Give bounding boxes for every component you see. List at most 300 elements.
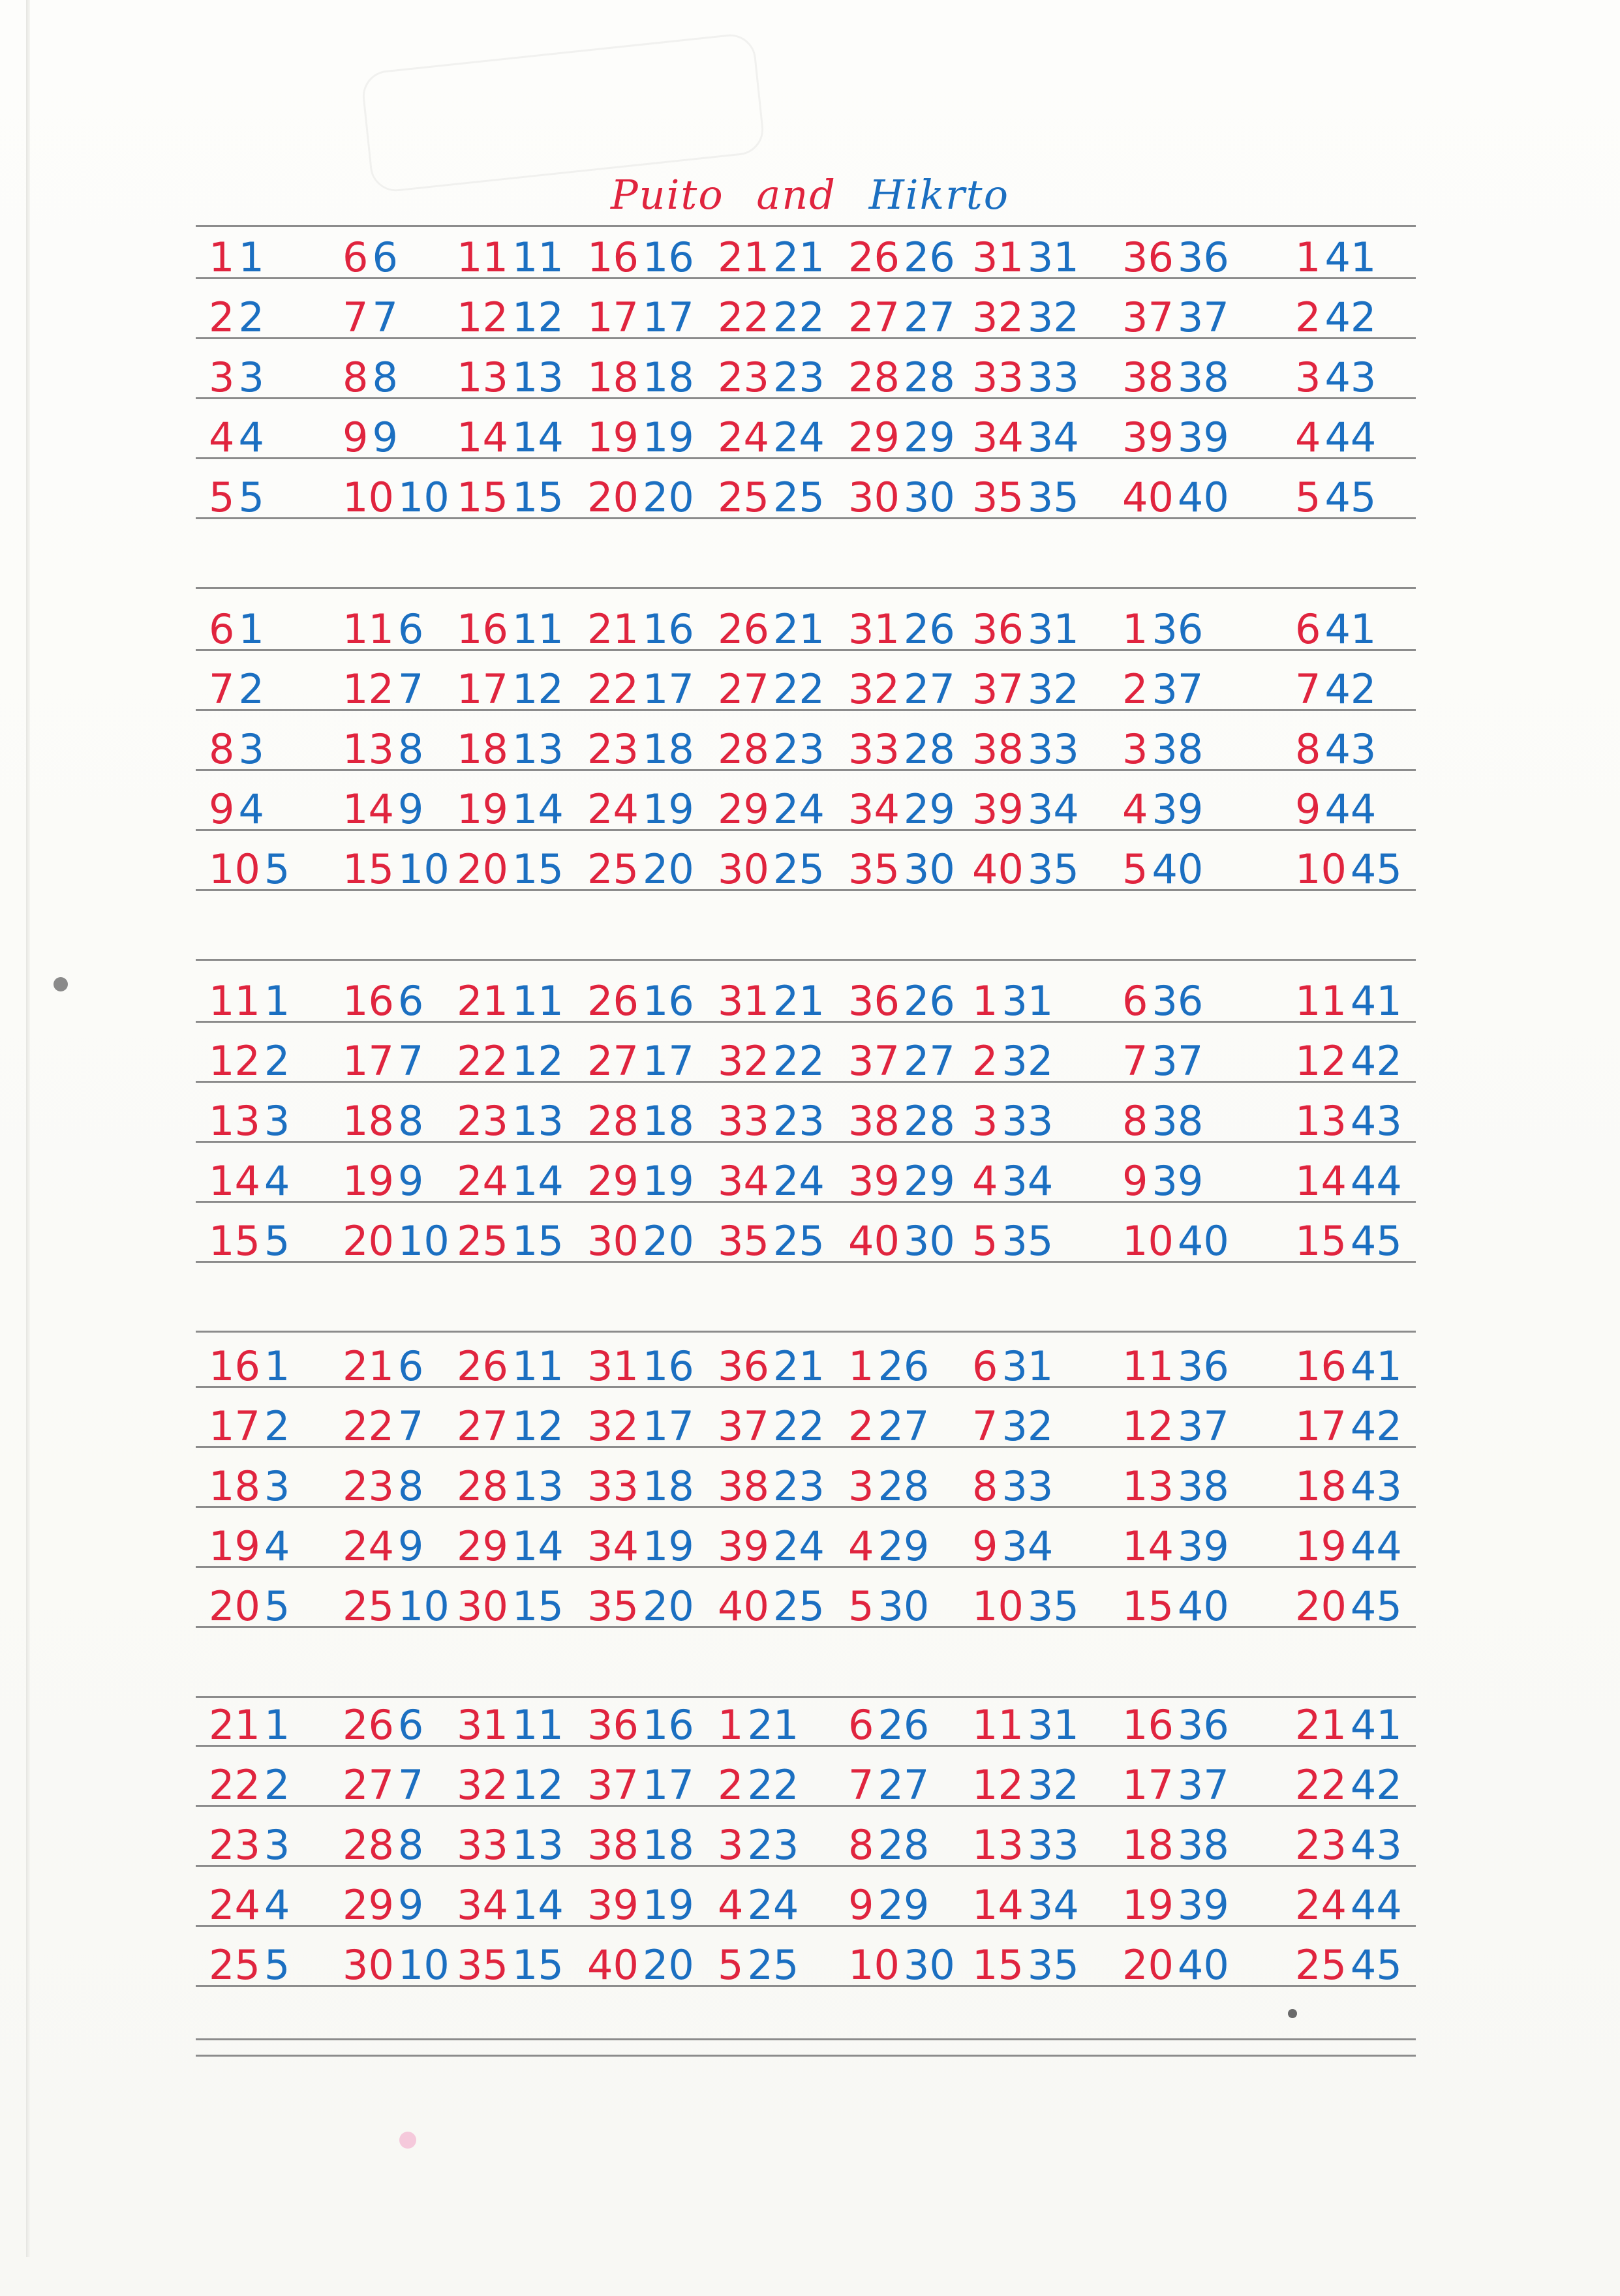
hikrto-number: 20: [642, 1582, 694, 1630]
puito-number: 10: [209, 845, 260, 893]
hikrto-number: 38: [1152, 1097, 1204, 1145]
hikrto-number: 7: [372, 294, 398, 341]
number-pair: [343, 1939, 450, 1991]
hikrto-number: 42: [1324, 294, 1377, 341]
hikrto-number: 33: [1027, 1821, 1079, 1869]
hikrto-number: 1: [264, 1701, 290, 1749]
number-pair: [1295, 1759, 1402, 1811]
hikrto-number: 44: [1350, 1522, 1402, 1570]
puito-number: 24: [1295, 1881, 1347, 1929]
puito-number: 16: [1295, 1342, 1347, 1390]
hikrto-number: 45: [1350, 1582, 1402, 1630]
number-pair: [718, 1759, 799, 1811]
hikrto-number: 14: [512, 1157, 564, 1205]
hikrto-number: 38: [1177, 1821, 1229, 1869]
puito-number: 38: [972, 725, 1024, 773]
puito-number: 40: [848, 1217, 900, 1265]
puito-number: 14: [972, 1881, 1024, 1929]
puito-number: 29: [718, 785, 769, 833]
hikrto-number: 18: [642, 354, 694, 401]
number-pair: [972, 1879, 1079, 1931]
puito-number: 23: [718, 354, 769, 401]
puito-number: 32: [972, 294, 1024, 341]
hikrto-number: 17: [642, 1037, 694, 1085]
hikrto-number: 10: [397, 845, 450, 893]
table-row: [0, 1819, 1620, 1871]
puito-number: 22: [209, 1761, 260, 1809]
number-pair: [209, 1879, 290, 1931]
number-pair: [343, 1879, 423, 1931]
puito-number: 12: [1122, 1402, 1174, 1450]
puito-number: 33: [587, 1462, 639, 1510]
puito-number: 39: [848, 1157, 900, 1205]
hikrto-number: 42: [1350, 1037, 1402, 1085]
number-pair: [848, 1879, 929, 1931]
hikrto-number: 36: [1152, 605, 1204, 653]
hikrto-number: 31: [1027, 605, 1079, 653]
puito-number: 3: [718, 1821, 744, 1869]
hikrto-number: 31: [1027, 1701, 1079, 1749]
hikrto-number: 27: [903, 1037, 955, 1085]
puito-number: 28: [587, 1097, 639, 1145]
puito-number: 39: [587, 1881, 639, 1929]
puito-number: 15: [209, 1217, 260, 1265]
puito-number: 38: [1122, 354, 1174, 401]
puito-number: 37: [1122, 294, 1174, 341]
hikrto-number: 9: [397, 785, 424, 833]
puito-number: 3: [1122, 725, 1148, 773]
puito-number: 25: [1295, 1941, 1347, 1989]
hikrto-number: 40: [1177, 474, 1229, 521]
puito-number: 5: [1122, 845, 1148, 893]
hikrto-number: 16: [642, 234, 694, 281]
hikrto-number: 34: [1027, 1881, 1079, 1929]
number-pair: [209, 1939, 290, 1991]
hikrto-number: 10: [397, 1941, 450, 1989]
puito-number: 26: [718, 605, 769, 653]
hikrto-number: 4: [264, 1157, 290, 1205]
puito-number: 20: [1295, 1582, 1347, 1630]
puito-number: 23: [587, 725, 639, 773]
puito-number: 16: [587, 234, 639, 281]
hikrto-number: 2: [264, 1037, 290, 1085]
hikrto-number: 18: [642, 1462, 694, 1510]
hikrto-number: 24: [772, 1157, 825, 1205]
hikrto-number: 9: [397, 1157, 424, 1205]
puito-number: 6: [209, 605, 235, 653]
number-pair: [1122, 1699, 1229, 1751]
puito-number: 8: [209, 725, 235, 773]
number-pair: [848, 1699, 929, 1751]
puito-number: 39: [1122, 414, 1174, 461]
puito-number: 16: [1122, 1701, 1174, 1749]
hikrto-number: 9: [372, 414, 398, 461]
hikrto-number: 27: [878, 1761, 930, 1809]
puito-number: 16: [343, 977, 394, 1025]
hikrto-number: 22: [772, 294, 825, 341]
puito-number: 1: [1122, 605, 1148, 653]
hikrto-number: 29: [903, 1157, 955, 1205]
puito-number: 19: [457, 785, 508, 833]
puito-number: 23: [343, 1462, 394, 1510]
hikrto-number: 45: [1324, 474, 1377, 521]
number-pair: [1295, 1879, 1402, 1931]
hikrto-number: 19: [642, 1881, 694, 1929]
puito-number: 8: [1295, 725, 1321, 773]
hikrto-number: 25: [772, 1217, 825, 1265]
puito-number: 24: [718, 414, 769, 461]
puito-number: 13: [343, 725, 394, 773]
hikrto-number: 15: [512, 1217, 564, 1265]
puito-number: 5: [209, 474, 235, 521]
puito-number: 3: [972, 1097, 998, 1145]
puito-number: 36: [587, 1701, 639, 1749]
hikrto-number: 18: [642, 725, 694, 773]
puito-number: 1: [848, 1342, 874, 1390]
puito-number: 30: [457, 1582, 508, 1630]
hikrto-number: 33: [1001, 1462, 1054, 1510]
hikrto-number: 21: [747, 1701, 799, 1749]
hikrto-number: 25: [772, 474, 825, 521]
puito-number: 10: [1122, 1217, 1174, 1265]
hikrto-number: 4: [238, 414, 264, 461]
puito-number: 34: [587, 1522, 639, 1570]
hikrto-number: 12: [512, 1037, 564, 1085]
puito-number: 14: [209, 1157, 260, 1205]
hikrto-number: 33: [1001, 1097, 1054, 1145]
puito-number: 3: [848, 1462, 874, 1510]
hikrto-number: 45: [1350, 1217, 1402, 1265]
puito-number: 37: [587, 1761, 639, 1809]
hikrto-number: 2: [238, 294, 264, 341]
puito-number: 18: [343, 1097, 394, 1145]
puito-number: 11: [343, 605, 394, 653]
puito-number: 20: [343, 1217, 394, 1265]
puito-number: 2: [972, 1037, 998, 1085]
hikrto-number: 30: [903, 1941, 955, 1989]
hikrto-number: 31: [1001, 977, 1054, 1025]
table-row: [0, 1939, 1620, 1991]
puito-number: 28: [457, 1462, 508, 1510]
hikrto-number: 17: [642, 665, 694, 713]
puito-number: 13: [1122, 1462, 1174, 1510]
hikrto-number: 39: [1177, 1522, 1229, 1570]
hikrto-number: 35: [1027, 474, 1079, 521]
puito-number: 40: [718, 1582, 769, 1630]
hikrto-number: 23: [772, 725, 825, 773]
hikrto-number: 14: [512, 785, 564, 833]
hikrto-number: 25: [772, 1582, 825, 1630]
hikrto-number: 5: [264, 1217, 290, 1265]
table-row: [0, 1699, 1620, 1751]
puito-number: 1: [209, 234, 235, 281]
hikrto-number: 6: [397, 1701, 424, 1749]
hikrto-number: 30: [903, 845, 955, 893]
puito-number: 32: [718, 1037, 769, 1085]
hikrto-number: 41: [1350, 977, 1402, 1025]
puito-number: 13: [457, 354, 508, 401]
hikrto-number: 4: [238, 785, 264, 833]
puito-number: 13: [209, 1097, 260, 1145]
puito-number: 2: [718, 1761, 744, 1809]
puito-number: 24: [343, 1522, 394, 1570]
hikrto-number: 20: [642, 474, 694, 521]
hikrto-number: 11: [512, 605, 564, 653]
hikrto-number: 2: [238, 665, 264, 713]
number-pair: [587, 1939, 694, 1991]
hikrto-number: 12: [512, 1402, 564, 1450]
title-puito: Puito: [610, 171, 724, 219]
puito-number: 21: [718, 234, 769, 281]
hikrto-number: 15: [512, 845, 564, 893]
puito-number: 11: [1122, 1342, 1174, 1390]
puito-number: 20: [209, 1582, 260, 1630]
hikrto-number: 40: [1177, 1217, 1229, 1265]
puito-number: 20: [587, 474, 639, 521]
puito-number: 33: [457, 1821, 508, 1869]
hikrto-number: 41: [1324, 605, 1377, 653]
number-pair: [1122, 1879, 1229, 1931]
hikrto-number: 13: [512, 1821, 564, 1869]
puito-number: 6: [1295, 605, 1321, 653]
hikrto-number: 40: [1152, 845, 1204, 893]
hikrto-number: 9: [397, 1881, 424, 1929]
hikrto-number: 40: [1177, 1582, 1229, 1630]
hikrto-number: 45: [1350, 1941, 1402, 1989]
puito-number: 15: [1122, 1582, 1174, 1630]
hikrto-number: 20: [642, 845, 694, 893]
table-row: [0, 1759, 1620, 1811]
hikrto-number: 34: [1027, 414, 1079, 461]
hikrto-number: 37: [1177, 1761, 1229, 1809]
title-hikrto: Hikrto: [868, 171, 1010, 219]
hikrto-number: 32: [1027, 665, 1079, 713]
hikrto-number: 32: [1027, 1761, 1079, 1809]
hikrto-number: 7: [397, 1761, 424, 1809]
number-pair: [1295, 1819, 1402, 1871]
puito-number: 32: [587, 1402, 639, 1450]
number-pair: [457, 1939, 564, 1991]
hikrto-number: 25: [772, 845, 825, 893]
puito-number: 17: [343, 1037, 394, 1085]
hikrto-number: 23: [772, 354, 825, 401]
hikrto-number: 21: [772, 977, 825, 1025]
puito-number: 34: [718, 1157, 769, 1205]
puito-number: 27: [848, 294, 900, 341]
hikrto-number: 29: [903, 414, 955, 461]
puito-number: 23: [209, 1821, 260, 1869]
hikrto-number: 13: [512, 354, 564, 401]
hikrto-number: 39: [1152, 785, 1204, 833]
hikrto-number: 12: [512, 294, 564, 341]
puito-number: 5: [1295, 474, 1321, 521]
puito-number: 36: [718, 1342, 769, 1390]
puito-number: 35: [848, 845, 900, 893]
number-pair: [343, 1759, 423, 1811]
puito-number: 11: [1295, 977, 1347, 1025]
hikrto-number: 8: [397, 1821, 424, 1869]
puito-number: 8: [972, 1462, 998, 1510]
puito-number: 26: [587, 977, 639, 1025]
puito-number: 18: [1295, 1462, 1347, 1510]
hikrto-number: 37: [1152, 1037, 1204, 1085]
puito-number: 37: [848, 1037, 900, 1085]
number-pair: [972, 1759, 1079, 1811]
hikrto-number: 45: [1350, 845, 1402, 893]
hikrto-number: 11: [512, 977, 564, 1025]
hikrto-number: 34: [1027, 785, 1079, 833]
number-pair: [848, 1759, 929, 1811]
puito-number: 16: [457, 605, 508, 653]
number-pair: [209, 1819, 290, 1871]
hikrto-number: 35: [1027, 1582, 1079, 1630]
puito-number: 10: [972, 1582, 1024, 1630]
hikrto-number: 32: [1027, 294, 1079, 341]
puito-number: 27: [343, 1761, 394, 1809]
number-pair: [457, 1759, 564, 1811]
hikrto-number: 1: [238, 234, 264, 281]
puito-number: 22: [587, 665, 639, 713]
puito-number: 27: [457, 1402, 508, 1450]
puito-number: 3: [209, 354, 235, 401]
hikrto-number: 27: [878, 1402, 930, 1450]
hikrto-number: 3: [238, 725, 264, 773]
puito-number: 14: [1122, 1522, 1174, 1570]
puito-number: 30: [848, 474, 900, 521]
puito-number: 6: [1122, 977, 1148, 1025]
puito-number: 24: [587, 785, 639, 833]
puito-number: 34: [972, 414, 1024, 461]
puito-number: 12: [972, 1761, 1024, 1809]
hikrto-number: 37: [1177, 1402, 1229, 1450]
hikrto-number: 36: [1177, 1342, 1229, 1390]
hikrto-number: 38: [1177, 1462, 1229, 1510]
number-pair: [1122, 1939, 1229, 1991]
punch-speck: [53, 977, 68, 991]
hikrto-number: 24: [747, 1881, 799, 1929]
number-pair: [1122, 1759, 1229, 1811]
puito-number: 10: [848, 1941, 900, 1989]
puito-number: 4: [209, 414, 235, 461]
hikrto-number: 34: [1001, 1522, 1054, 1570]
ink-dot: [1288, 2009, 1297, 2018]
hikrto-number: 44: [1324, 785, 1377, 833]
hikrto-number: 26: [903, 605, 955, 653]
hikrto-number: 8: [397, 1462, 424, 1510]
puito-number: 28: [343, 1821, 394, 1869]
puito-number: 6: [972, 1342, 998, 1390]
hikrto-number: 19: [642, 1522, 694, 1570]
hikrto-number: 21: [772, 234, 825, 281]
puito-number: 19: [587, 414, 639, 461]
hikrto-number: 42: [1350, 1402, 1402, 1450]
puito-number: 10: [1295, 845, 1347, 893]
puito-number: 12: [343, 665, 394, 713]
hikrto-number: 27: [903, 294, 955, 341]
puito-number: 38: [848, 1097, 900, 1145]
puito-number: 31: [457, 1701, 508, 1749]
puito-number: 15: [972, 1941, 1024, 1989]
puito-number: 14: [1295, 1157, 1347, 1205]
puito-number: 5: [848, 1582, 874, 1630]
hikrto-number: 8: [372, 354, 398, 401]
hikrto-number: 21: [772, 1342, 825, 1390]
number-pair: [457, 1699, 564, 1751]
hikrto-number: 3: [264, 1097, 290, 1145]
hikrto-number: 16: [642, 977, 694, 1025]
puito-number: 4: [1122, 785, 1148, 833]
puito-number: 25: [209, 1941, 260, 1989]
puito-number: 22: [1295, 1761, 1347, 1809]
hikrto-number: 3: [264, 1462, 290, 1510]
hikrto-number: 17: [642, 1761, 694, 1809]
number-pair: [343, 1699, 423, 1751]
hikrto-number: 26: [903, 234, 955, 281]
puito-number: 5: [718, 1941, 744, 1989]
puito-number: 30: [343, 1941, 394, 1989]
hikrto-number: 1: [264, 977, 290, 1025]
hikrto-number: 33: [1027, 725, 1079, 773]
puito-number: 13: [972, 1821, 1024, 1869]
hikrto-number: 4: [264, 1881, 290, 1929]
puito-number: 26: [848, 234, 900, 281]
hikrto-number: 5: [238, 474, 264, 521]
hikrto-number: 41: [1350, 1701, 1402, 1749]
hikrto-number: 28: [903, 354, 955, 401]
puito-number: 9: [343, 414, 369, 461]
number-pair: [587, 1819, 694, 1871]
puito-number: 36: [1122, 234, 1174, 281]
hikrto-number: 14: [512, 1881, 564, 1929]
puito-number: 35: [587, 1582, 639, 1630]
puito-number: 19: [209, 1522, 260, 1570]
hikrto-number: 30: [903, 1217, 955, 1265]
hikrto-number: 28: [878, 1821, 930, 1869]
puito-number: 37: [972, 665, 1024, 713]
puito-number: 5: [972, 1217, 998, 1265]
puito-number: 6: [343, 234, 369, 281]
hikrto-number: 42: [1324, 665, 1377, 713]
hikrto-number: 36: [1177, 234, 1229, 281]
puito-number: 31: [718, 977, 769, 1025]
hikrto-number: 37: [1177, 294, 1229, 341]
puito-number: 6: [848, 1701, 874, 1749]
hikrto-number: 24: [772, 785, 825, 833]
puito-number: 8: [1122, 1097, 1148, 1145]
puito-number: 15: [1295, 1217, 1347, 1265]
puito-number: 14: [343, 785, 394, 833]
hikrto-number: 29: [878, 1881, 930, 1929]
puito-number: 23: [457, 1097, 508, 1145]
puito-number: 11: [972, 1701, 1024, 1749]
puito-number: 31: [587, 1342, 639, 1390]
puito-number: 25: [587, 845, 639, 893]
puito-number: 30: [587, 1217, 639, 1265]
hikrto-number: 16: [642, 1342, 694, 1390]
hikrto-number: 22: [747, 1761, 799, 1809]
puito-number: 33: [718, 1097, 769, 1145]
hikrto-number: 6: [397, 1342, 424, 1390]
puito-number: 32: [457, 1761, 508, 1809]
hikrto-number: 3: [238, 354, 264, 401]
puito-number: 7: [848, 1761, 874, 1809]
puito-number: 17: [209, 1402, 260, 1450]
number-pair: [1122, 1819, 1229, 1871]
puito-number: 40: [972, 845, 1024, 893]
hikrto-number: 31: [1027, 234, 1079, 281]
puito-number: 26: [343, 1701, 394, 1749]
hikrto-number: 32: [1001, 1037, 1054, 1085]
